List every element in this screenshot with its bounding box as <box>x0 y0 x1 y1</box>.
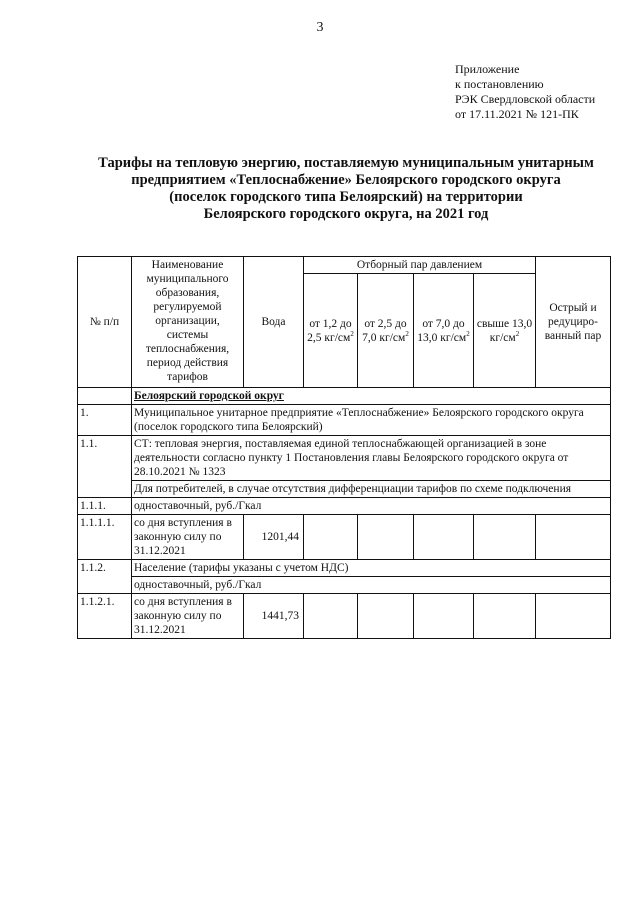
header-name: Наименование муниципального образования, регулируемой организации, системы теплоснабжения, период действия тарифов <box>132 257 244 388</box>
table-row <box>78 577 611 594</box>
row-text: СТ: тепловая энергия, поставляемая единой теплоснабжающей организацией в зоне деятельности согласно пункту 1 Постановления главы Белоярского городского округа от 28.10.2021 № 1323 <box>132 436 611 481</box>
title-line-1: Тарифы на тепловую энергию, поставляемую муниципальным унитарным <box>98 155 594 171</box>
header-row-1 <box>78 257 611 274</box>
annex-block <box>455 62 595 122</box>
table-row <box>78 498 611 515</box>
region-name: Белоярский городской округ <box>132 388 611 405</box>
row-text: одноставочный, руб./Гкал <box>132 498 611 515</box>
tariff-table <box>77 256 611 639</box>
row-number: 1. <box>78 405 132 436</box>
table-row <box>78 436 611 481</box>
header-sharp-steam: Острый и редуциро-ванный пар <box>536 257 611 388</box>
header-num: № п/п <box>78 257 132 388</box>
header-water: Вода <box>244 257 304 388</box>
row-period: со дня вступления в законную силу по 31.12.2021 <box>132 594 244 639</box>
water-tariff-value: 1201,44 <box>244 515 304 560</box>
page-number: 3 <box>316 20 324 35</box>
annex-line-1: Приложение <box>455 62 520 76</box>
row-number: 1.1. <box>78 436 132 498</box>
title-line-3: (поселок городского типа Белоярский) на территории <box>169 189 523 205</box>
header-pressure-3: от 7,0 до 13,0 $кг/см^2$ <box>414 274 474 388</box>
water-tariff-value: 1441,73 <box>244 594 304 639</box>
row-text: Население (тарифы указаны с учетом НДС) <box>132 560 611 577</box>
header-pressure-1: от 1,2 до 2,5 $кг/см^2$ <box>304 274 358 388</box>
row-text: одноставочный, руб./Гкал <box>132 577 611 594</box>
document-title <box>60 155 632 223</box>
annex-line-2: к постановлению <box>455 77 544 91</box>
table-row <box>78 481 611 498</box>
table-row <box>78 560 611 577</box>
table-row <box>78 405 611 436</box>
title-line-4: Белоярского городского округа, на 2021 год <box>203 206 489 222</box>
row-number: 1.1.2.1. <box>78 594 132 639</box>
header-pressure-2: от 2,5 до 7,0 $кг/см^2$ <box>358 274 414 388</box>
title-line-2: предприятием «Теплоснабжение» Белоярского городского округа <box>131 172 561 188</box>
row-number: 1.1.1.1. <box>78 515 132 560</box>
annex-line-3: РЭК Свердловской области <box>455 92 596 106</box>
table-row <box>78 515 611 560</box>
row-number: 1.1.1. <box>78 498 132 515</box>
annex-line-4: от 17.11.2021 № 121-ПК <box>455 107 579 121</box>
row-number: 1.1.2. <box>78 560 132 594</box>
table-row <box>78 594 611 639</box>
row-text: Для потребителей, в случае отсутствия дифференциации тарифов по схеме подключения <box>132 481 611 498</box>
header-steam-group: Отборный пар давлением <box>304 257 536 274</box>
row-text: Муниципальное унитарное предприятие «Теплоснабжение» Белоярского городского округа (поселок городского типа Белоярский) <box>132 405 611 436</box>
row-period: со дня вступления в законную силу по 31.12.2021 <box>132 515 244 560</box>
header-pressure-4: свыше 13,0 $кг/см^2$ <box>474 274 536 388</box>
region-row <box>78 388 611 405</box>
